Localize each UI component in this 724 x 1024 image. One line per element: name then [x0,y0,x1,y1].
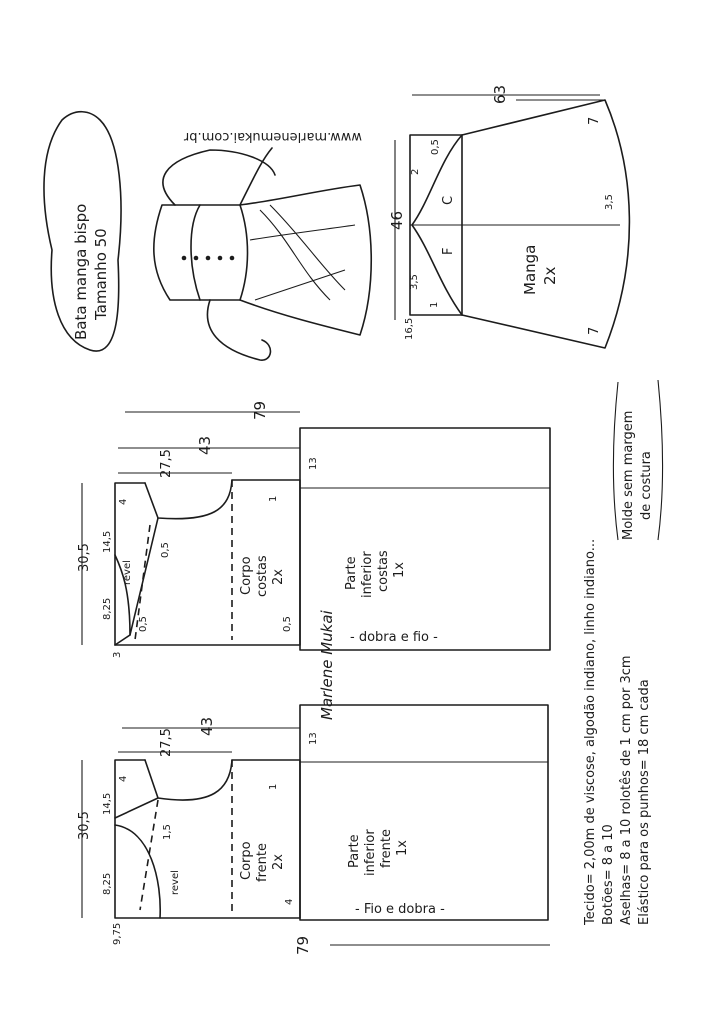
back-neck: 8,25 [102,597,113,620]
back-width: 27,5 [159,449,174,478]
website-text: www.marlenemukai.com.br [183,129,362,144]
sleeve-count: 2x [541,266,559,285]
front-width: 27,5 [159,728,174,757]
sleeve-back-small: 0,5 [430,139,441,155]
front-shoulder-drop: 4 [118,775,129,782]
materials-line-1: Tecido= 2,00m de viscose, algodão indiano, linho indiano... [583,538,598,925]
front-bodice-count: 2x [271,854,286,870]
sleeve-pattern [388,85,629,348]
title-line-1: Bata manga bispo [72,203,90,340]
sleeve-letter-front: F [441,247,456,255]
sleeve-height: 46 [388,210,406,230]
front-waist: 4 [284,898,295,905]
sleeve-letter-back: C [441,195,456,205]
back-lower-label-1: Parte [344,556,359,590]
back-shoulder-drop: 4 [118,498,129,505]
front-lower: 13 [308,732,319,745]
back-neck-small: 0,5 [138,616,149,632]
front-bodice-label-1: Corpo [239,841,254,880]
sleeve-top-small: 2 [410,168,421,175]
front-bodice: 43 [198,716,216,736]
front-armhole: 1,5 [162,824,173,840]
back-lower-count: 1x [392,562,407,578]
back-shoulder: 14,5 [102,530,113,553]
front-facing-label: revel [170,870,181,895]
sleeve-label: Manga [521,244,539,295]
back-bodice-count: 2x [271,569,286,585]
sleeve-front-drop: 3,5 [409,274,420,290]
back-armhole: 0,5 [160,542,171,558]
materials-line-4: Elástico para os punhos= 18 cm cada [637,679,652,925]
front-height: 30,5 [77,811,92,840]
materials-line-3: Aselhas= 8 a 10 rolotês de 1 cm por 3cm [619,655,634,925]
back-neck-drop: 3 [112,651,123,658]
back-bodice: 43 [196,435,214,455]
margin-note [614,380,663,540]
margin-note-line-1: Molde sem margem [621,410,636,540]
materials-list [583,539,652,926]
sleeve-front-small: 1 [429,301,440,308]
sleeve-cap-bottom: 7 [587,326,602,335]
back-bodice-label-1: Corpo [239,556,254,595]
front-shoulder: 14,5 [102,792,113,815]
title-line-2: Tamanho 50 [92,228,110,320]
back-side: 1 [268,495,279,502]
back-lower-label-3: costas [376,550,391,592]
back-facing-label: revel [122,560,133,585]
margin-note-line-2: de costura [639,451,654,520]
materials-line-2: Botões= 8 a 10 [601,824,616,925]
front-bodice-label-2: frente [255,843,270,882]
back-lower: 13 [308,457,319,470]
back-pattern [77,401,550,658]
front-fold-label: - Fio e dobra - [355,902,445,917]
sleeve-curve: 3,5 [604,194,615,210]
signature: Marlene Mukai [318,610,336,720]
sleeve-cap-top: 7 [587,116,602,125]
front-neck: 8,25 [102,872,113,895]
blouse-sketch [154,148,371,360]
back-fold-label: - dobra e fio - [350,630,438,645]
front-side: 1 [268,783,279,790]
front-lower-label-2: inferior [363,829,378,876]
front-neck-drop: 9,75 [112,922,123,945]
sleeve-offset: 16,5 [404,317,415,340]
back-waist: 0,5 [282,616,293,632]
front-lower-count: 1x [395,840,410,856]
sleeve-length: 63 [491,84,509,104]
back-total: 79 [251,400,269,420]
back-height: 30,5 [77,543,92,572]
front-pattern [77,705,550,955]
back-bodice-label-2: costas [255,555,270,597]
back-lower-label-2: inferior [360,551,375,598]
front-lower-label-1: Parte [347,834,362,868]
front-lower-label-3: frente [379,829,394,868]
front-total: 79 [294,935,312,955]
